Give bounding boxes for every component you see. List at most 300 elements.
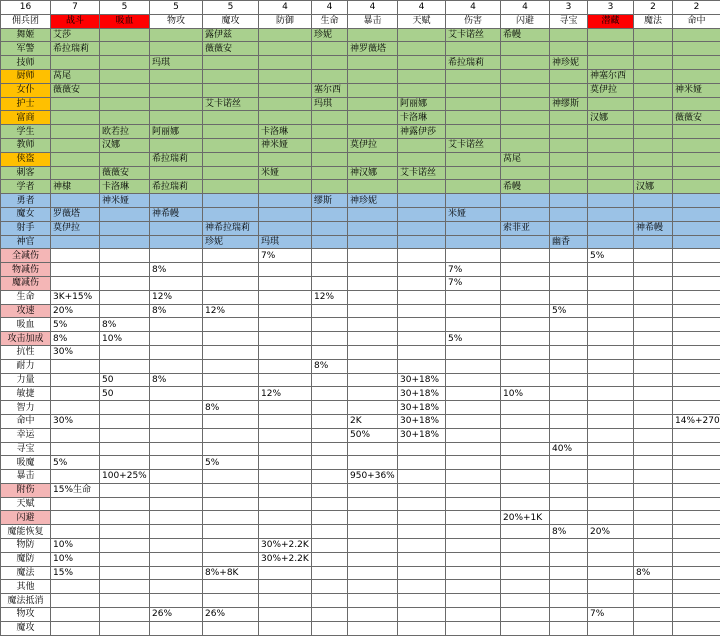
class-cell[interactable] (398, 28, 446, 42)
class-cell[interactable]: 希幔 (501, 28, 550, 42)
stat-cell[interactable] (398, 594, 446, 608)
stat-cell[interactable] (446, 552, 501, 566)
column-header[interactable]: 命中 (673, 14, 720, 28)
class-cell[interactable]: 米娅 (259, 166, 312, 180)
stat-cell[interactable] (588, 483, 634, 497)
stat-label[interactable]: 寻宝 (1, 442, 51, 456)
class-cell[interactable]: 神缪斯 (550, 97, 588, 111)
stat-cell[interactable] (673, 525, 720, 539)
stat-cell[interactable] (150, 580, 203, 594)
class-cell[interactable] (150, 194, 203, 208)
stat-cell[interactable] (51, 428, 100, 442)
stat-cell[interactable] (446, 387, 501, 401)
stat-label[interactable]: 全减伤 (1, 249, 51, 263)
stat-cell[interactable] (550, 318, 588, 332)
stat-cell[interactable] (634, 387, 673, 401)
class-cell[interactable] (259, 97, 312, 111)
class-cell[interactable] (398, 152, 446, 166)
class-cell[interactable]: 莴尾 (501, 152, 550, 166)
stat-cell[interactable] (312, 345, 348, 359)
stat-cell[interactable] (259, 290, 312, 304)
stat-cell[interactable] (259, 428, 312, 442)
stat-cell[interactable] (588, 276, 634, 290)
class-cell[interactable] (446, 42, 501, 56)
stat-cell[interactable] (634, 276, 673, 290)
stat-cell[interactable]: 30% (51, 345, 100, 359)
class-cell[interactable] (501, 42, 550, 56)
stat-cell[interactable] (203, 621, 259, 635)
stat-cell[interactable] (501, 263, 550, 277)
stat-cell[interactable] (348, 552, 398, 566)
class-cell[interactable] (446, 69, 501, 83)
stat-cell[interactable] (634, 304, 673, 318)
stat-label[interactable]: 天赋 (1, 497, 51, 511)
stat-cell[interactable] (398, 442, 446, 456)
stat-cell[interactable] (398, 497, 446, 511)
class-cell[interactable] (348, 83, 398, 97)
stat-cell[interactable] (348, 456, 398, 470)
column-header[interactable]: 物攻 (150, 14, 203, 28)
column-header[interactable]: 魔法 (634, 14, 673, 28)
stat-cell[interactable] (150, 332, 203, 346)
stat-cell[interactable]: 30%+2.2K (259, 552, 312, 566)
stat-cell[interactable] (398, 290, 446, 304)
stat-cell[interactable] (51, 401, 100, 415)
column-count[interactable]: 5 (150, 1, 203, 15)
stat-cell[interactable] (550, 594, 588, 608)
stat-cell[interactable] (634, 621, 673, 635)
stat-cell[interactable] (634, 290, 673, 304)
class-cell[interactable] (398, 221, 446, 235)
class-cell[interactable] (259, 180, 312, 194)
class-cell[interactable] (100, 69, 150, 83)
class-cell[interactable] (501, 194, 550, 208)
class-cell[interactable]: 神希幔 (150, 207, 203, 221)
stat-cell[interactable] (51, 387, 100, 401)
class-cell[interactable] (51, 56, 100, 70)
stat-cell[interactable] (673, 373, 720, 387)
stat-cell[interactable] (259, 359, 312, 373)
class-cell[interactable] (100, 221, 150, 235)
stat-cell[interactable] (203, 470, 259, 484)
stat-cell[interactable] (348, 525, 398, 539)
stat-cell[interactable] (501, 483, 550, 497)
class-label[interactable]: 军警 (1, 42, 51, 56)
stat-cell[interactable]: 30% (51, 414, 100, 428)
stat-cell[interactable] (550, 249, 588, 263)
class-cell[interactable] (203, 194, 259, 208)
class-label[interactable]: 学者 (1, 180, 51, 194)
stat-cell[interactable] (312, 263, 348, 277)
class-cell[interactable] (150, 42, 203, 56)
stat-cell[interactable] (51, 580, 100, 594)
stat-cell[interactable] (501, 428, 550, 442)
stat-cell[interactable] (100, 621, 150, 635)
stat-cell[interactable] (203, 428, 259, 442)
column-count[interactable]: 4 (446, 1, 501, 15)
class-cell[interactable] (673, 125, 720, 139)
stat-cell[interactable] (673, 304, 720, 318)
stat-cell[interactable] (673, 608, 720, 622)
stat-cell[interactable] (259, 525, 312, 539)
stat-cell[interactable] (348, 359, 398, 373)
stat-cell[interactable]: 26% (203, 608, 259, 622)
class-cell[interactable] (501, 56, 550, 70)
stat-cell[interactable] (150, 414, 203, 428)
stat-cell[interactable] (588, 387, 634, 401)
class-cell[interactable]: 汉娜 (634, 180, 673, 194)
stat-cell[interactable] (501, 456, 550, 470)
column-header[interactable]: 天赋 (398, 14, 446, 28)
stat-cell[interactable]: 5% (51, 456, 100, 470)
stat-cell[interactable] (634, 442, 673, 456)
stat-cell[interactable] (501, 359, 550, 373)
class-cell[interactable]: 卡洛琳 (398, 111, 446, 125)
column-count[interactable]: 4 (348, 1, 398, 15)
class-cell[interactable] (673, 221, 720, 235)
class-cell[interactable] (588, 125, 634, 139)
stat-cell[interactable] (259, 456, 312, 470)
stat-cell[interactable] (446, 511, 501, 525)
column-count[interactable]: 3 (588, 1, 634, 15)
class-cell[interactable] (51, 111, 100, 125)
stat-cell[interactable] (550, 332, 588, 346)
class-cell[interactable] (203, 207, 259, 221)
stat-cell[interactable] (673, 387, 720, 401)
stat-cell[interactable] (150, 511, 203, 525)
stat-label[interactable]: 命中 (1, 414, 51, 428)
stat-cell[interactable] (100, 276, 150, 290)
stat-cell[interactable] (673, 621, 720, 635)
class-cell[interactable] (259, 56, 312, 70)
stat-cell[interactable] (673, 497, 720, 511)
stat-label[interactable]: 抗性 (1, 345, 51, 359)
stat-cell[interactable] (398, 470, 446, 484)
class-cell[interactable] (501, 125, 550, 139)
stat-cell[interactable]: 12% (259, 387, 312, 401)
stat-cell[interactable] (588, 345, 634, 359)
column-header[interactable]: 魔攻 (203, 14, 259, 28)
stat-cell[interactable] (203, 387, 259, 401)
stat-cell[interactable] (398, 483, 446, 497)
class-cell[interactable] (634, 56, 673, 70)
stat-cell[interactable] (588, 497, 634, 511)
class-cell[interactable]: 薇薇安 (100, 166, 150, 180)
stat-cell[interactable] (634, 249, 673, 263)
column-header[interactable]: 战斗 (51, 14, 100, 28)
class-cell[interactable] (398, 194, 446, 208)
stat-cell[interactable] (203, 332, 259, 346)
stat-cell[interactable]: 40% (550, 442, 588, 456)
class-label[interactable]: 侠盗 (1, 152, 51, 166)
class-cell[interactable] (100, 207, 150, 221)
stat-cell[interactable]: 50 (100, 373, 150, 387)
stat-cell[interactable] (446, 401, 501, 415)
stat-cell[interactable] (634, 608, 673, 622)
class-cell[interactable]: 薇薇安 (673, 111, 720, 125)
class-label[interactable]: 教师 (1, 138, 51, 152)
class-cell[interactable] (501, 97, 550, 111)
stat-cell[interactable] (100, 414, 150, 428)
stat-cell[interactable] (203, 580, 259, 594)
stat-cell[interactable] (501, 608, 550, 622)
stat-cell[interactable] (348, 290, 398, 304)
column-count[interactable]: 4 (501, 1, 550, 15)
class-cell[interactable]: 神露伊莎 (398, 125, 446, 139)
stat-cell[interactable] (259, 580, 312, 594)
class-label[interactable]: 刺客 (1, 166, 51, 180)
stat-cell[interactable]: 30%+2.2K (259, 539, 312, 553)
class-cell[interactable] (673, 207, 720, 221)
stat-cell[interactable] (259, 345, 312, 359)
stat-cell[interactable] (446, 414, 501, 428)
class-cell[interactable] (588, 207, 634, 221)
stat-cell[interactable] (51, 263, 100, 277)
stat-cell[interactable] (100, 456, 150, 470)
class-cell[interactable] (259, 42, 312, 56)
stat-cell[interactable] (348, 373, 398, 387)
stat-cell[interactable] (150, 318, 203, 332)
class-cell[interactable] (398, 207, 446, 221)
stat-cell[interactable] (550, 580, 588, 594)
stat-cell[interactable] (203, 414, 259, 428)
stat-label[interactable]: 吸血 (1, 318, 51, 332)
stat-cell[interactable] (446, 373, 501, 387)
stat-label[interactable]: 魔减伤 (1, 276, 51, 290)
class-cell[interactable]: 艾卡诺丝 (446, 138, 501, 152)
stat-label[interactable]: 暴击 (1, 470, 51, 484)
stat-cell[interactable] (398, 456, 446, 470)
stat-cell[interactable] (150, 387, 203, 401)
stat-cell[interactable] (100, 566, 150, 580)
stat-cell[interactable] (312, 566, 348, 580)
stat-cell[interactable] (501, 290, 550, 304)
stat-cell[interactable] (203, 318, 259, 332)
class-cell[interactable]: 幽香 (550, 235, 588, 249)
stat-cell[interactable] (259, 304, 312, 318)
stat-cell[interactable] (588, 373, 634, 387)
stat-label[interactable]: 耐力 (1, 359, 51, 373)
class-cell[interactable]: 汉娜 (100, 138, 150, 152)
stat-cell[interactable] (446, 359, 501, 373)
stat-cell[interactable] (634, 552, 673, 566)
stat-cell[interactable]: 950+36% (348, 470, 398, 484)
class-cell[interactable]: 神珍妮 (348, 194, 398, 208)
stat-cell[interactable] (634, 539, 673, 553)
class-cell[interactable] (446, 125, 501, 139)
class-cell[interactable] (259, 152, 312, 166)
class-cell[interactable] (673, 138, 720, 152)
class-cell[interactable] (550, 28, 588, 42)
stat-cell[interactable] (100, 539, 150, 553)
class-cell[interactable] (634, 152, 673, 166)
stat-cell[interactable] (634, 470, 673, 484)
class-cell[interactable] (446, 194, 501, 208)
stat-cell[interactable] (398, 552, 446, 566)
stat-cell[interactable] (588, 566, 634, 580)
class-cell[interactable] (588, 97, 634, 111)
stat-cell[interactable] (501, 442, 550, 456)
stat-cell[interactable] (550, 428, 588, 442)
stat-cell[interactable] (398, 566, 446, 580)
stat-cell[interactable] (446, 621, 501, 635)
class-cell[interactable] (312, 125, 348, 139)
class-cell[interactable] (634, 166, 673, 180)
stat-cell[interactable] (312, 470, 348, 484)
stat-cell[interactable] (150, 525, 203, 539)
stat-cell[interactable]: 5% (550, 304, 588, 318)
class-cell[interactable] (100, 152, 150, 166)
class-cell[interactable]: 卡洛琳 (259, 125, 312, 139)
stat-cell[interactable] (348, 249, 398, 263)
stat-cell[interactable] (446, 290, 501, 304)
stat-cell[interactable] (312, 332, 348, 346)
class-cell[interactable] (312, 235, 348, 249)
stat-label[interactable]: 敏捷 (1, 387, 51, 401)
class-cell[interactable] (348, 97, 398, 111)
stat-cell[interactable] (51, 470, 100, 484)
stat-cell[interactable] (100, 594, 150, 608)
stat-cell[interactable] (348, 318, 398, 332)
stat-cell[interactable] (550, 345, 588, 359)
class-cell[interactable]: 神希拉瑞莉 (203, 221, 259, 235)
stat-cell[interactable] (550, 276, 588, 290)
stat-cell[interactable] (259, 621, 312, 635)
stat-cell[interactable] (259, 401, 312, 415)
stat-cell[interactable] (100, 552, 150, 566)
stat-cell[interactable] (100, 263, 150, 277)
class-cell[interactable] (446, 152, 501, 166)
stat-cell[interactable] (203, 525, 259, 539)
class-label[interactable]: 厨师 (1, 69, 51, 83)
class-cell[interactable]: 缪斯 (312, 194, 348, 208)
column-header[interactable]: 生命 (312, 14, 348, 28)
stat-cell[interactable]: 8% (312, 359, 348, 373)
stat-cell[interactable]: 50 (100, 387, 150, 401)
stat-cell[interactable]: 12% (312, 290, 348, 304)
class-cell[interactable] (348, 111, 398, 125)
stat-cell[interactable] (673, 580, 720, 594)
stat-cell[interactable] (550, 263, 588, 277)
stat-cell[interactable] (398, 539, 446, 553)
class-label[interactable]: 女仆 (1, 83, 51, 97)
stat-cell[interactable] (588, 401, 634, 415)
stat-cell[interactable] (348, 566, 398, 580)
stat-cell[interactable] (100, 428, 150, 442)
stat-cell[interactable] (501, 580, 550, 594)
class-cell[interactable]: 神棣 (51, 180, 100, 194)
class-cell[interactable] (634, 28, 673, 42)
stat-cell[interactable] (588, 621, 634, 635)
class-cell[interactable] (550, 42, 588, 56)
class-cell[interactable] (398, 83, 446, 97)
class-cell[interactable] (550, 180, 588, 194)
class-cell[interactable] (312, 111, 348, 125)
class-cell[interactable]: 希幔 (501, 180, 550, 194)
stat-cell[interactable] (501, 414, 550, 428)
stat-cell[interactable] (259, 608, 312, 622)
stat-cell[interactable] (312, 373, 348, 387)
class-cell[interactable] (203, 111, 259, 125)
class-cell[interactable] (588, 56, 634, 70)
column-header[interactable]: 吸血 (100, 14, 150, 28)
stat-cell[interactable] (312, 442, 348, 456)
class-cell[interactable]: 神塞尔西 (588, 69, 634, 83)
stat-cell[interactable]: 50% (348, 428, 398, 442)
stat-cell[interactable]: 20% (588, 525, 634, 539)
stat-cell[interactable] (588, 539, 634, 553)
stat-cell[interactable] (588, 263, 634, 277)
stat-cell[interactable]: 26% (150, 608, 203, 622)
stat-cell[interactable]: 100+25% (100, 470, 150, 484)
stat-cell[interactable] (312, 456, 348, 470)
class-cell[interactable] (501, 166, 550, 180)
class-cell[interactable]: 塞尔西 (312, 83, 348, 97)
stat-cell[interactable] (673, 345, 720, 359)
stat-cell[interactable] (634, 511, 673, 525)
class-cell[interactable] (446, 235, 501, 249)
stat-cell[interactable] (673, 456, 720, 470)
stat-cell[interactable] (588, 359, 634, 373)
stat-cell[interactable] (100, 345, 150, 359)
class-cell[interactable] (100, 42, 150, 56)
stat-cell[interactable] (398, 276, 446, 290)
stat-cell[interactable] (634, 401, 673, 415)
stat-cell[interactable] (259, 414, 312, 428)
corner-count[interactable]: 16 (1, 1, 51, 15)
stat-cell[interactable] (501, 621, 550, 635)
stat-cell[interactable] (446, 608, 501, 622)
class-cell[interactable] (100, 97, 150, 111)
stat-cell[interactable] (501, 373, 550, 387)
stat-cell[interactable] (588, 442, 634, 456)
stat-cell[interactable] (588, 552, 634, 566)
stat-label[interactable]: 魔法 (1, 566, 51, 580)
class-cell[interactable] (550, 138, 588, 152)
class-cell[interactable] (348, 28, 398, 42)
stat-cell[interactable] (501, 401, 550, 415)
class-cell[interactable]: 希拉瑞莉 (51, 42, 100, 56)
stat-cell[interactable] (312, 552, 348, 566)
stat-cell[interactable] (673, 442, 720, 456)
class-cell[interactable] (634, 97, 673, 111)
stat-cell[interactable] (446, 442, 501, 456)
class-label[interactable]: 勇者 (1, 194, 51, 208)
stat-cell[interactable] (634, 525, 673, 539)
class-cell[interactable] (673, 166, 720, 180)
class-label[interactable]: 学生 (1, 125, 51, 139)
stat-cell[interactable]: 3K+15% (51, 290, 100, 304)
stat-label[interactable]: 魔能恢复 (1, 525, 51, 539)
stat-cell[interactable] (673, 483, 720, 497)
stat-cell[interactable] (348, 594, 398, 608)
class-cell[interactable] (501, 83, 550, 97)
stat-cell[interactable] (398, 608, 446, 622)
stat-cell[interactable] (398, 263, 446, 277)
stat-label[interactable]: 魔法抵消 (1, 594, 51, 608)
class-cell[interactable]: 汉娜 (588, 111, 634, 125)
class-cell[interactable] (259, 207, 312, 221)
class-cell[interactable] (51, 125, 100, 139)
class-cell[interactable] (550, 194, 588, 208)
stat-cell[interactable] (203, 552, 259, 566)
class-cell[interactable] (550, 221, 588, 235)
stat-cell[interactable] (203, 511, 259, 525)
stat-cell[interactable] (100, 290, 150, 304)
stat-cell[interactable] (398, 525, 446, 539)
stat-cell[interactable] (312, 428, 348, 442)
stat-cell[interactable] (634, 345, 673, 359)
